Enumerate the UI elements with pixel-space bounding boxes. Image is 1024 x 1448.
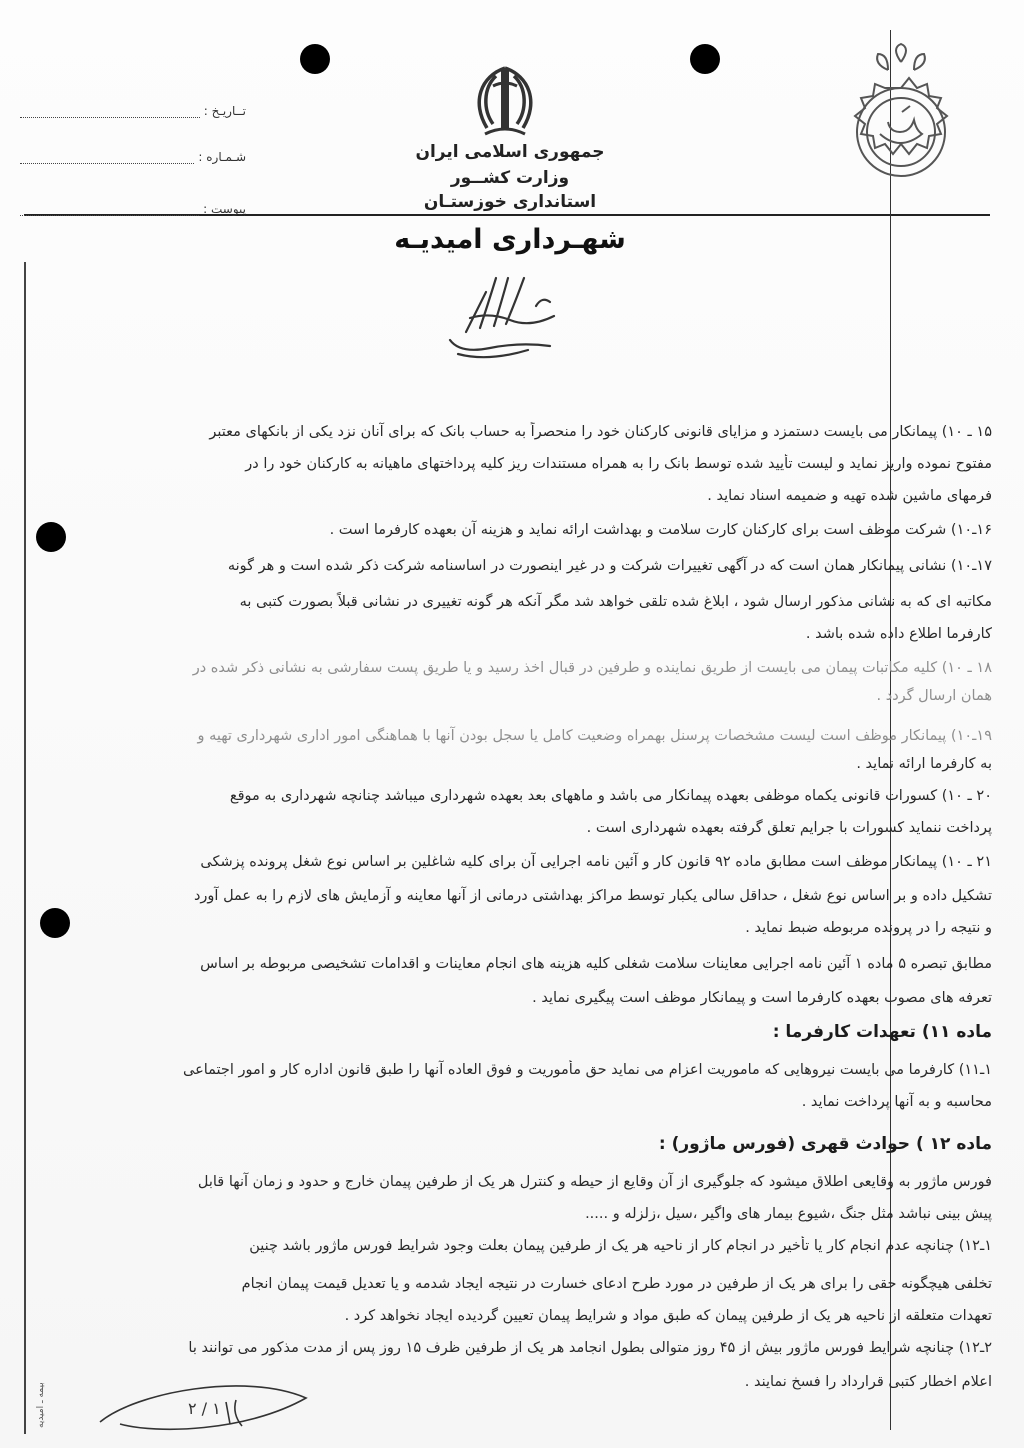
svg-text:۲ / ۱: ۲ / ۱ [188, 1399, 221, 1418]
body-line: محاسبه و به آنها پرداخت نماید . [801, 1094, 992, 1110]
date-field [20, 104, 246, 118]
basmala-calligraphy [440, 266, 570, 368]
left-border [24, 262, 26, 1434]
body-line: ۱۶ـ۱۰) شرکت موظف است برای کارکنان کارت سلامت و بهداشت ارائه نماید و هزینه آن بعهده کارفرما است . [329, 522, 992, 538]
side-stamp: بیمه ـ امیدیه [36, 1382, 46, 1428]
header-republic: جمهوری اسلامی ایران [415, 142, 605, 162]
body-line: مکاتبه ای که به نشانی مذکور ارسال شود ، ابلاغ شده تلقی خواهد شد مگر آنکه هر گونه تغییری در نشانی قبلاً بصورت کتبی به [239, 594, 992, 610]
attachment-label: پيوست : [203, 202, 246, 216]
body-line: ۱۹ـ۱۰) پیمانکار موظف است لیست مشخصات پرسنل بهمراه وضعیت کامل یا سجل بودن آنها با هماهنگی امور اداری شهرداری تهیه و [197, 728, 992, 744]
punch-hole-top-left [300, 44, 330, 74]
attachment-field [20, 202, 246, 216]
body-line: ۱۷ـ۱۰) نشانی پیمانکار همان است که در آگهی تغییرات شرکت و در غیر اینصورت در اساسنامه شرکت ذکر شده است و هر گونه [227, 558, 992, 574]
body-line: ۱۵ ـ ۱۰) پیمانکار می بایست دستمزد و مزایای قانونی کارکنان خود را منحصراً به حساب بانک که برای آنان نزد یکی از بانکهای معتبر [209, 424, 992, 440]
body-line: به کارفرما ارائه نماید . [856, 756, 992, 772]
body-line: ۲ـ۱۲) چنانچه شرایط فورس ماژور بیش از ۴۵ روز متوالی بطول انجامد هر یک از طرفین ظرف ۱۵ روز پس از مدت مذکور می توانند با [188, 1340, 992, 1356]
number-field [20, 150, 246, 164]
number-label: شـمـاره : [198, 150, 246, 164]
body-line: ۱ـ۱۱) کارفرما می بایست نیروهایی که ماموریت اعزام می نماید حق مأموریت و فوق العاده آنها را طبق قانون اداره کار و امور اجتماعی [183, 1062, 992, 1078]
body-line: تعهدات متعلقه از ناحیه هر یک از طرفین پیمان که طبق مواد و شرایط پیمان تعیین گردیده ایجاد نخواهد کرد . [344, 1308, 992, 1324]
body-line: ۱۸ ـ ۱۰) کلیه مکاتبات پیمان می بایست از طریق نماینده و طرفین در قبال اخذ رسید و یا طریق پست سفارشی به نشانی ذکر شده در [192, 660, 992, 676]
body-line: تشکیل داده و بر اساس نوع شغل ، حداقل سالی یکبار توسط مراکز بهداشتی درمانی از آنها معاینه و آزمایش های لازم را به عمل آورد [193, 888, 992, 904]
body-line: ۲۰ ـ ۱۰) کسورات قانونی یکماه موظفی بعهده پیمانکار می باشد و ماههای بعد بعهده شهرداری میباشد چنانچه شهرداری به موقع [229, 788, 992, 804]
header-governorate: استانداری خوزستـان [423, 192, 597, 212]
body-line: مطابق تبصره ۵ ماده ۱ آئین نامه اجرایی معاینات سلامت شغلی کلیه هزینه های انجام معاینات و اقدامات تشخیصی مربوطه بر اساس [200, 956, 992, 972]
header-ministry: وزارت کشــور [450, 168, 570, 188]
body-line: کارفرما اطلاع داده شده باشد . [805, 626, 992, 642]
body-line: همان ارسال گردد . [876, 688, 992, 704]
municipality-rosette-icon [818, 42, 984, 208]
punch-hole-top-right [690, 44, 720, 74]
body-line: پرداخت ننماید کسورات با جرایم تعلق گرفته بعهده شهرداری است . [586, 820, 992, 836]
signature [96, 1372, 316, 1436]
iran-emblem-icon [463, 62, 547, 140]
body-line: فورس ماژور به وقایعی اطلاق میشود که جلوگیری از آن وقایع از حیطه و کنترل هر یک از طرفین پیمان خارج و حدود و زمان آنها قابل [197, 1174, 992, 1190]
header-municipality: شهـرداری امیدیـه [394, 224, 626, 255]
body-line: ۱ـ۱۲) چنانچه عدم انجام کار یا تأخیر در انجام کار از ناحیه هر یک از طرفین پیمان بعلت وجود شرایط فورس ماژور باشد چنین [249, 1238, 992, 1254]
date-label: تــاريـخ : [203, 104, 246, 118]
body-line: پیش بینی نباشد مثل جنگ ،شیوع بیمار های واگیر ،سیل ،زلزله و ..... [585, 1206, 992, 1222]
body-line: تعرفه های مصوب بعهده کارفرما است و پیمانکار موظف است پیگیری نماید . [532, 990, 992, 1006]
body-line: تخلفی هیچگونه حقی را برای هر یک از طرفین در مورد طرح ادعای خسارت در نتیجه ایجاد شدمه و یا تعدیل قیمت پیمان انجام [241, 1276, 992, 1292]
body-line: مفتوح نموده واریز نماید و لیست تأیید شده توسط بانک را به همراه مستندات ریز کلیه پرداختهای ماهیانه به کارکنان خود را در [245, 456, 992, 472]
body-line: فرمهای ماشین شده تهیه و ضمیمه اسناد نماید . [707, 488, 992, 504]
body-line: ۲۱ ـ ۱۰) پیمانکار موظف است مطابق ماده ۹۲ قانون کار و آئین نامه اجرایی آن برای کلیه شاغلین بر اساس نوع شغل پرونده پزشکی [200, 854, 992, 870]
body-line: اعلام اخطار کتبی قرارداد را فسخ نمایند . [744, 1374, 992, 1390]
section-heading: ماده ۱۲ ) حوادث قهری (فورس ماژور) : [658, 1134, 992, 1154]
body-line: و نتیجه را در پرونده مربوطه ضبط نماید . [745, 920, 992, 936]
section-heading: ماده ۱۱) تعهدات کارفرما : [772, 1022, 992, 1042]
